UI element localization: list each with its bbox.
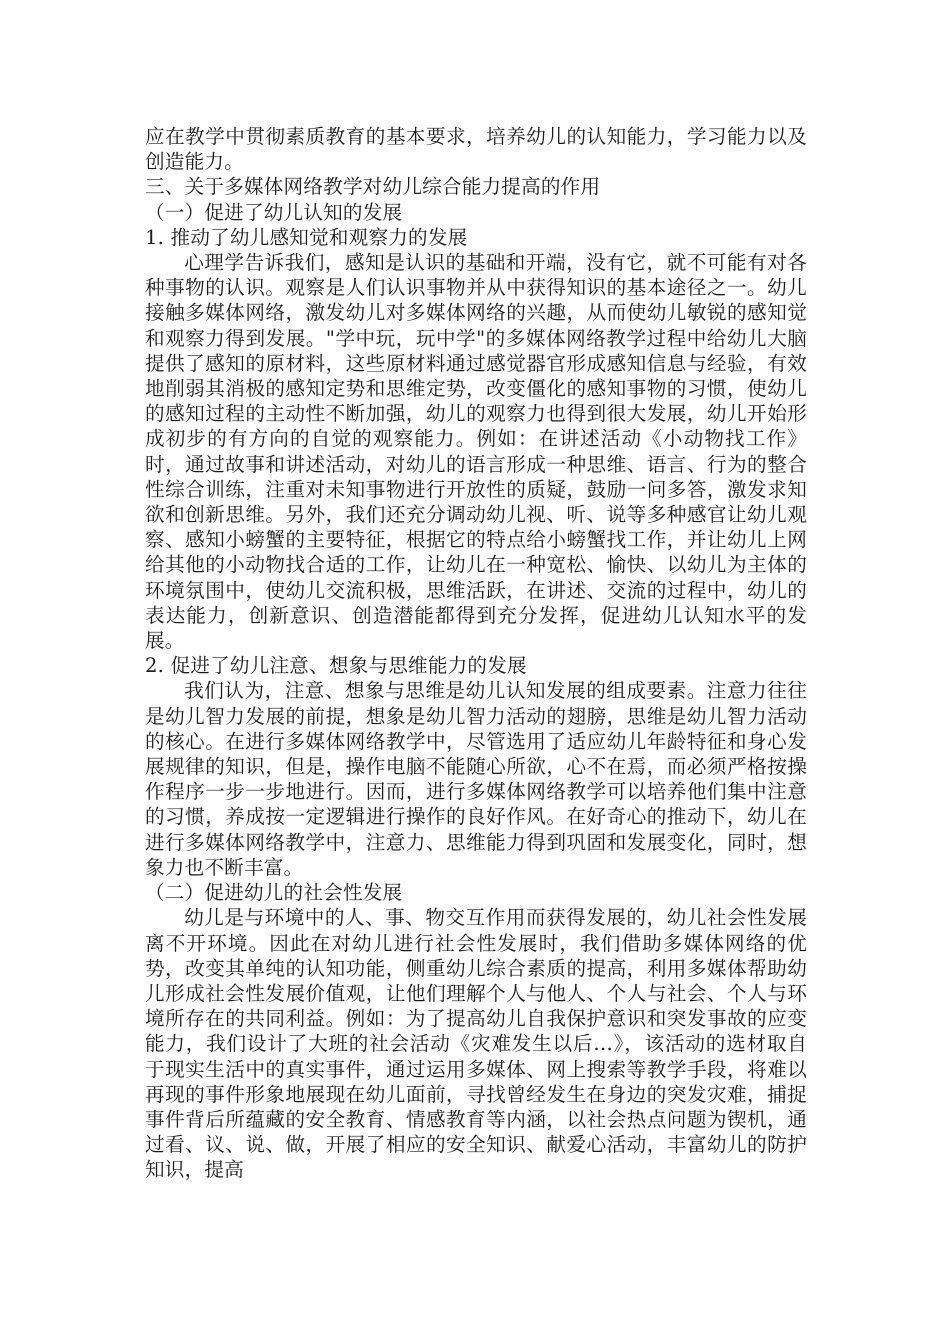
- document-page: [145, 124, 807, 1183]
- paragraph-continuation: 应在教学中贯彻素质教育的基本要求，培养幼儿的认知能力，学习能力以及创造能力。: [145, 125, 807, 174]
- paragraph-perception: 心理学告诉我们，感知是认识的基础和开端，没有它，就不可能有对各种事物的认识。观察是人们认识事物并从中获得知识的基本途径之一。幼儿接触多媒体网络，激发幼儿对多媒体网络的兴趣，从而使幼儿敏锐的感知觉和观察力得到发展。"学中玩，玩中学"的多媒体网络教学过程中给幼儿大脑提供了感知的原材料，这些原材料通过感觉器官形成感知信息与经验，有效地削弱其消极的感知定势和思维定势，改变僵化的感知事物的习惯，使幼儿的感知过程的主动性不断加强，幼儿的观察力也得到很大发展，幼儿开始形成初步的有方向的自觉的观察能力。例如：在讲述活动《小动物找工作》时，通过故事和讲述活动，对幼儿的语言形成一种思维、语言、行为的整合性综合训练，注重对未知事物进行开放性的质疑，鼓励一问多答，激发求知欲和创新思维。另外，我们还充分调动幼儿视、听、说等多种感官让幼儿观察、感知小螃蟹的主要特征，根据它的特点给小螃蟹找工作，并让幼儿上网给其他的小动物找合适的工作，让幼儿在一种宽松、愉快、以幼儿为主体的环境氛围中，使幼儿交流积极，思维活跃，在讲述、交流的过程中，幼儿的表达能力，创新意识、创造潜能都得到充分发挥，促进幼儿认知水平的发展。: [145, 251, 807, 653]
- item-heading-1: 1. 推动了幼儿感知觉和观察力的发展: [145, 225, 468, 249]
- paragraph-attention: 我们认为，注意、想象与思维是幼儿认知发展的组成要素。注意力往往是幼儿智力发展的前提，想象是幼儿智力活动的翅膀，思维是幼儿智力活动的核心。在进行多媒体网络教学中，尽管选用了适应幼儿年龄特征和身心发展规律的知识，但是，操作电脑不能随心所欲，心不在焉，而必须严格按操作程序一步一步地进行。因而，进行多媒体网络教学可以培养他们集中注意的习惯，养成按一定逻辑进行操作的良好作风。在好奇心的推动下，幼儿在进行多媒体网络教学中，注意力、思维能力得到巩固和发展变化，同时，想象力也不断丰富。: [145, 679, 807, 879]
- subsection-heading-2: （二）促进幼儿的社会性发展: [145, 881, 403, 905]
- paragraph-social: 幼儿是与环境中的人、事、物交互作用而获得发展的，幼儿社会性发展离不开环境。因此在对幼儿进行社会性发展时，我们借助多媒体网络的优势，改变其单纯的认知功能，侧重幼儿综合素质的提高，利用多媒体帮助幼儿形成社会性发展价值观，让他们理解个人与他人、个人与社会、个人与环境所存在的共同利益。例如：为了提高幼儿自我保护意识和突发事故的应变能力，我们设计了大班的社会活动《灾难发生以后…》，该活动的选材取自于现实生活中的真实事件，通过运用多媒体、网上搜索等教学手段，将难以再现的事件形象地展现在幼儿面前，寻找曾经发生在身边的突发灾难，捕捉事件背后所蕴藏的安全教育、情感教育等内涵，以社会热点问题为锲机，通过看、议、说、做，开展了相应的安全知识、献爱心活动，丰富幼儿的防护知识，提高: [145, 906, 807, 1182]
- section-heading-3: 三、关于多媒体网络教学对幼儿综合能力提高的作用: [145, 175, 601, 199]
- item-heading-2: 2. 促进了幼儿注意、想象与思维能力的发展: [145, 654, 527, 678]
- subsection-heading-1: （一）促进了幼儿认知的发展: [145, 200, 403, 224]
